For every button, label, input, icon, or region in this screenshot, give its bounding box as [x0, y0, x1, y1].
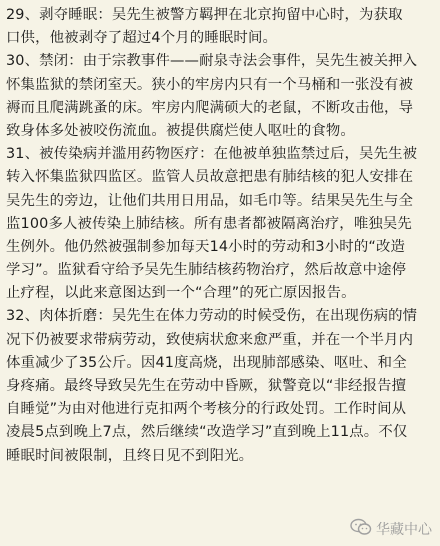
- text-line: 怀集监狱的禁闭室天。狭小的牢房内只有一个马桶和一张没有被: [6, 76, 414, 93]
- text-line: 30、禁闭：由于宗教事件——耐泉寺法会事件，吴先生被关押入: [6, 53, 418, 70]
- watermark-label: 华藏中心: [376, 522, 432, 538]
- text-line: 转入怀集监狱四监区。监管人员故意把患有肺结核的犯人安排在: [6, 169, 414, 186]
- text-line: 口供，他被剥夺了超过4个月的睡眠时间。: [6, 30, 278, 47]
- text-line: 吴先生的旁边，让他们共用日用品，如毛巾等。结果吴先生与全: [6, 192, 414, 209]
- text-line: 29、剥夺睡眠：吴先生被警方羁押在北京拘留中心时，为获取: [6, 7, 403, 23]
- text-line: 止疗程，以此来意图达到一个“合理”的死亡原因报告。: [6, 285, 356, 302]
- text-line: 睡眠时间被限制，且终日见不到阳光。: [6, 447, 254, 464]
- text-line: 监100多人被传染上肺结核。所有患者都被隔离治疗，唯独吴先: [6, 215, 412, 232]
- text-line: 凌晨5点到晚上7点，然后继续“改造学习”直到晚上11点。不仅: [6, 424, 408, 441]
- text-line: 生例外。他仍然被强制参加每天14小时的劳动和3小时的“改造: [6, 238, 406, 255]
- text-line: 31、被传染病并滥用药物医疗：在他被单独监禁过后，吴先生被: [6, 146, 418, 163]
- watermark: [350, 518, 432, 540]
- text-line: 况下仍被要求带病劳动，致使病状愈来愈严重，并在一个半月内: [6, 331, 414, 348]
- text-line: 褥而且爬满跳蚤的床。牢房内爬满硕大的老鼠，不断攻击他，导: [6, 99, 414, 116]
- wechat-icon: [350, 518, 372, 540]
- text-line: 身疼痛。最终导致吴先生在劳动中昏厥，狱警竟以“非经报告擅: [6, 378, 407, 394]
- text-line: 学习”。监狱看守给予吴先生肺结核药物治疗，然后故意中途停: [6, 262, 407, 279]
- text-line: 体重减少了35公斤。因41度高烧，出现肺部感染、呕吐、和全: [6, 354, 407, 371]
- text-line: 32、肉体折磨：吴先生在体力劳动的时候受伤，在出现伤病的情: [6, 308, 418, 325]
- text-line: 自睡觉”为由对他进行克扣两个考核分的行政处罚。工作时间从: [6, 401, 407, 418]
- text-line: 致身体多处被咬伤流血。被提供腐烂使人呕吐的食物。: [6, 122, 355, 139]
